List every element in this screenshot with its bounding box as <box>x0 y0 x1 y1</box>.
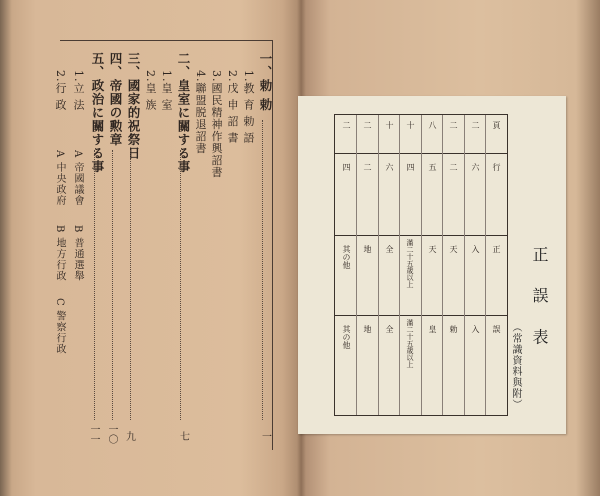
page-number: 一 <box>262 432 272 443</box>
table-column <box>356 115 357 415</box>
toc-item: 3.國民精神作興詔書 <box>210 70 223 179</box>
toc-heading-2: 二、皇室に關する事 <box>176 52 191 174</box>
table-column <box>421 115 422 415</box>
table-column <box>442 115 443 415</box>
table-column <box>378 115 379 415</box>
errata-cell: 二 <box>449 163 458 171</box>
errata-cell: 其の他 <box>342 325 351 349</box>
toc-item: 1.教 育 勅 語 <box>242 70 255 144</box>
errata-cell: 入 <box>471 325 480 333</box>
errata-cell: 滿二十五歳以上 <box>406 319 414 368</box>
errata-cell: 八 <box>428 121 437 129</box>
errata-cell: 四 <box>406 163 415 171</box>
toc-item: 2.戊 申 詔 書 <box>226 70 239 144</box>
toc-subitem: C 警察行政 <box>54 298 65 355</box>
errata-header: 行 <box>492 163 501 171</box>
toc-item: 2.行 政 <box>54 70 67 111</box>
toc-item: 4.聯盟脱退詔書 <box>194 70 207 155</box>
toc-subitem: A 中央政府 <box>54 150 65 207</box>
errata-title: 正 誤 表 <box>530 246 549 355</box>
toc-heading-3: 三、國家的祝祭日 <box>126 52 141 160</box>
errata-cell: 十 <box>406 121 415 129</box>
toc-heading-4: 四、帝國の勲章 <box>108 52 123 147</box>
errata-cell: 全 <box>385 245 394 253</box>
errata-slip <box>298 96 566 434</box>
errata-cell: 十 <box>385 121 394 129</box>
page-number: 一一 <box>88 424 99 444</box>
toc-item: 1.立 法 <box>72 70 85 111</box>
page-number: 七 <box>180 432 190 443</box>
errata-cell: 天 <box>449 245 458 253</box>
errata-cell: 滿二十五歳以上 <box>406 239 414 288</box>
errata-cell: 勅 <box>449 325 458 333</box>
errata-cell: 天 <box>428 245 437 253</box>
toc-item: 1.皇 室 <box>160 70 173 111</box>
table-column <box>399 115 400 415</box>
errata-header: 頁 <box>492 121 501 129</box>
page-number: 一〇 <box>106 424 117 444</box>
errata-cell: 入 <box>471 245 480 253</box>
errata-cell: 其の他 <box>342 245 351 269</box>
errata-cell: 二 <box>363 121 372 129</box>
dot-leader <box>130 150 131 420</box>
errata-subtitle: （常識資料與附） <box>510 322 521 410</box>
errata-cell: 五 <box>428 163 437 171</box>
errata-cell: 二 <box>363 163 372 171</box>
errata-cell: 二 <box>471 121 480 129</box>
errata-cell: 六 <box>385 163 394 171</box>
errata-cell: 四 <box>342 163 351 171</box>
toc-subitem: A 帝國議會 <box>72 150 83 207</box>
errata-cell: 地 <box>363 245 372 253</box>
frame-line <box>60 40 273 41</box>
dot-leader <box>262 120 263 420</box>
toc-item: 2.皇 族 <box>144 70 157 111</box>
toc-subitem: B 地方行政 <box>54 225 65 282</box>
errata-cell: 二 <box>449 121 458 129</box>
errata-cell: 地 <box>363 325 372 333</box>
dot-leader <box>112 150 113 420</box>
dot-leader <box>94 150 95 420</box>
table-column <box>485 115 486 415</box>
toc-subitem: B 普通選舉 <box>72 225 83 282</box>
page-number: 九 <box>126 432 136 443</box>
errata-header: 正 <box>492 245 501 253</box>
errata-table <box>334 114 508 416</box>
errata-cell: 六 <box>471 163 480 171</box>
errata-cell: 二 <box>342 121 351 129</box>
toc-heading-1: 一、勅 勅 <box>258 52 273 112</box>
errata-header: 誤 <box>492 325 501 333</box>
errata-cell: 全 <box>385 325 394 333</box>
dot-leader <box>180 150 181 420</box>
table-column <box>464 115 465 415</box>
toc-heading-5: 五、政治に關する事 <box>90 52 105 174</box>
errata-cell: 皇 <box>428 325 437 333</box>
